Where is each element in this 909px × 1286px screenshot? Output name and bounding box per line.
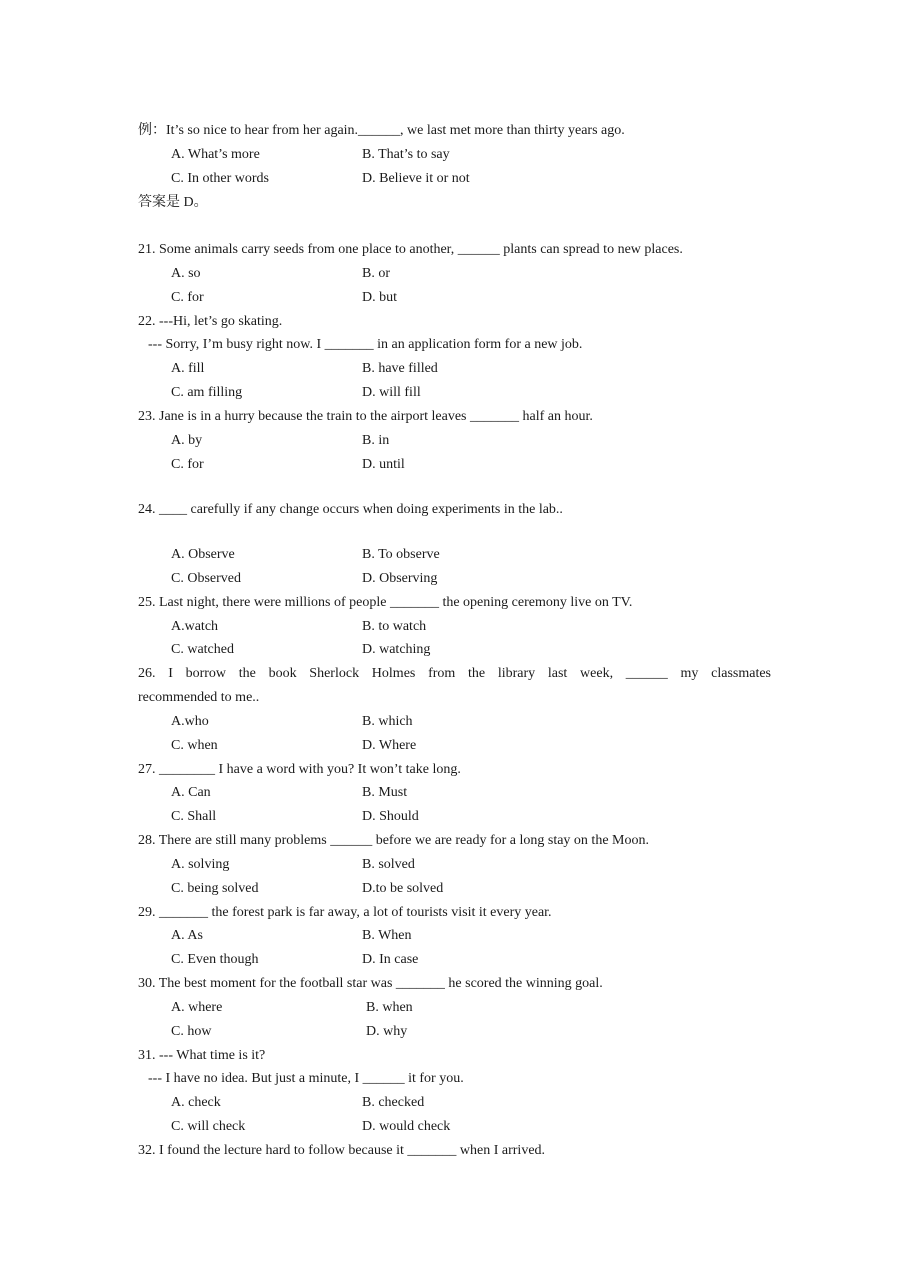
question-28-option-d: D.to be solved	[362, 881, 444, 896]
question-26-stem: 26. I borrow the book Sherlock Holmes from the library last week, ______ my classmates	[138, 666, 771, 681]
question-22-option-b: B. have filled	[362, 361, 438, 376]
question-24-option-a: A. Observe	[171, 547, 235, 562]
example-option-c: C. In other words	[171, 171, 269, 186]
question-23-option-b: B. in	[362, 433, 390, 448]
example-answer: 答案是 D。	[138, 195, 208, 210]
question-29-option-b: B. When	[362, 928, 412, 943]
question-25-option-d: D. watching	[362, 642, 431, 657]
question-27-option-b: B. Must	[362, 785, 408, 800]
question-31-option-c: C. will check	[171, 1119, 246, 1134]
question-31-stem-line2: --- I have no idea. But just a minute, I ______ it for you.	[148, 1071, 464, 1086]
question-29-option-d: D. In case	[362, 952, 419, 967]
question-30-option-a: A. where	[171, 1000, 223, 1015]
question-30-option-c: C. how	[171, 1024, 212, 1039]
question-31-option-a: A. check	[171, 1095, 221, 1110]
question-23-option-d: D. until	[362, 457, 405, 472]
question-28-option-c: C. being solved	[171, 881, 259, 896]
question-30-option-b: B. when	[366, 1000, 413, 1015]
question-30-stem: 30. The best moment for the football star was _______ he scored the winning goal.	[138, 976, 603, 991]
question-32-stem: 32. I found the lecture hard to follow because it _______ when I arrived.	[138, 1143, 546, 1158]
question-24-stem: 24. ____ carefully if any change occurs when doing experiments in the lab..	[138, 502, 563, 517]
question-24-option-c: C. Observed	[171, 571, 241, 586]
question-21-stem: 21. Some animals carry seeds from one place to another, ______ plants can spread to new places.	[138, 242, 683, 257]
question-25-option-a: A.watch	[171, 619, 219, 634]
question-26-option-c: C. when	[171, 738, 218, 753]
question-23-stem: 23. Jane is in a hurry because the train to the airport leaves _______ half an hour.	[138, 409, 593, 424]
example-stem: 例：It’s so nice to hear from her again.______, we last met more than thirty years ago.	[138, 123, 625, 138]
question-25-option-c: C. watched	[171, 642, 234, 657]
question-22-option-d: D. will fill	[362, 385, 421, 400]
question-29-option-c: C. Even though	[171, 952, 259, 967]
question-28-stem: 28. There are still many problems ______ before we are ready for a long stay on the Moon.	[138, 833, 649, 848]
question-23-option-c: C. for	[171, 457, 204, 472]
question-29-option-a: A. As	[171, 928, 203, 943]
question-27-option-a: A. Can	[171, 785, 211, 800]
question-25-option-b: B. to watch	[362, 619, 427, 634]
question-22-option-a: A. fill	[171, 361, 205, 376]
question-22-option-c: C. am filling	[171, 385, 243, 400]
example-option-b: B. That’s to say	[362, 147, 450, 162]
question-26-stem-line2: recommended to me..	[138, 690, 260, 705]
question-23-option-a: A. by	[171, 433, 203, 448]
question-24-option-d: D. Observing	[362, 571, 438, 586]
question-21-option-a: A. so	[171, 266, 201, 281]
question-30-option-d: D. why	[366, 1024, 408, 1039]
question-31-stem: 31. --- What time is it?	[138, 1048, 266, 1063]
example-option-a: A. What’s more	[171, 147, 260, 162]
question-26-option-b: B. which	[362, 714, 413, 729]
question-25-stem: 25. Last night, there were millions of people _______ the opening ceremony live on TV.	[138, 595, 633, 610]
question-27-option-c: C. Shall	[171, 809, 217, 824]
question-26-option-d: D. Where	[362, 738, 417, 753]
question-22-stem-line2: --- Sorry, I’m busy right now. I _______ in an application form for a new job.	[148, 337, 583, 352]
question-21-option-c: C. for	[171, 290, 204, 305]
question-21-option-d: D. but	[362, 290, 397, 305]
question-31-option-b: B. checked	[362, 1095, 425, 1110]
question-29-stem: 29. _______ the forest park is far away, a lot of tourists visit it every year.	[138, 905, 552, 920]
question-31-option-d: D. would check	[362, 1119, 451, 1134]
question-26-option-a: A.who	[171, 714, 209, 729]
question-27-stem: 27. ________ I have a word with you? It won’t take long.	[138, 762, 461, 777]
question-27-option-d: D. Should	[362, 809, 419, 824]
question-22-stem: 22. ---Hi, let’s go skating.	[138, 314, 283, 329]
example-option-d: D. Believe it or not	[362, 171, 470, 186]
question-28-option-b: B. solved	[362, 857, 415, 872]
question-21-option-b: B. or	[362, 266, 390, 281]
question-28-option-a: A. solving	[171, 857, 230, 872]
question-24-option-b: B. To observe	[362, 547, 440, 562]
